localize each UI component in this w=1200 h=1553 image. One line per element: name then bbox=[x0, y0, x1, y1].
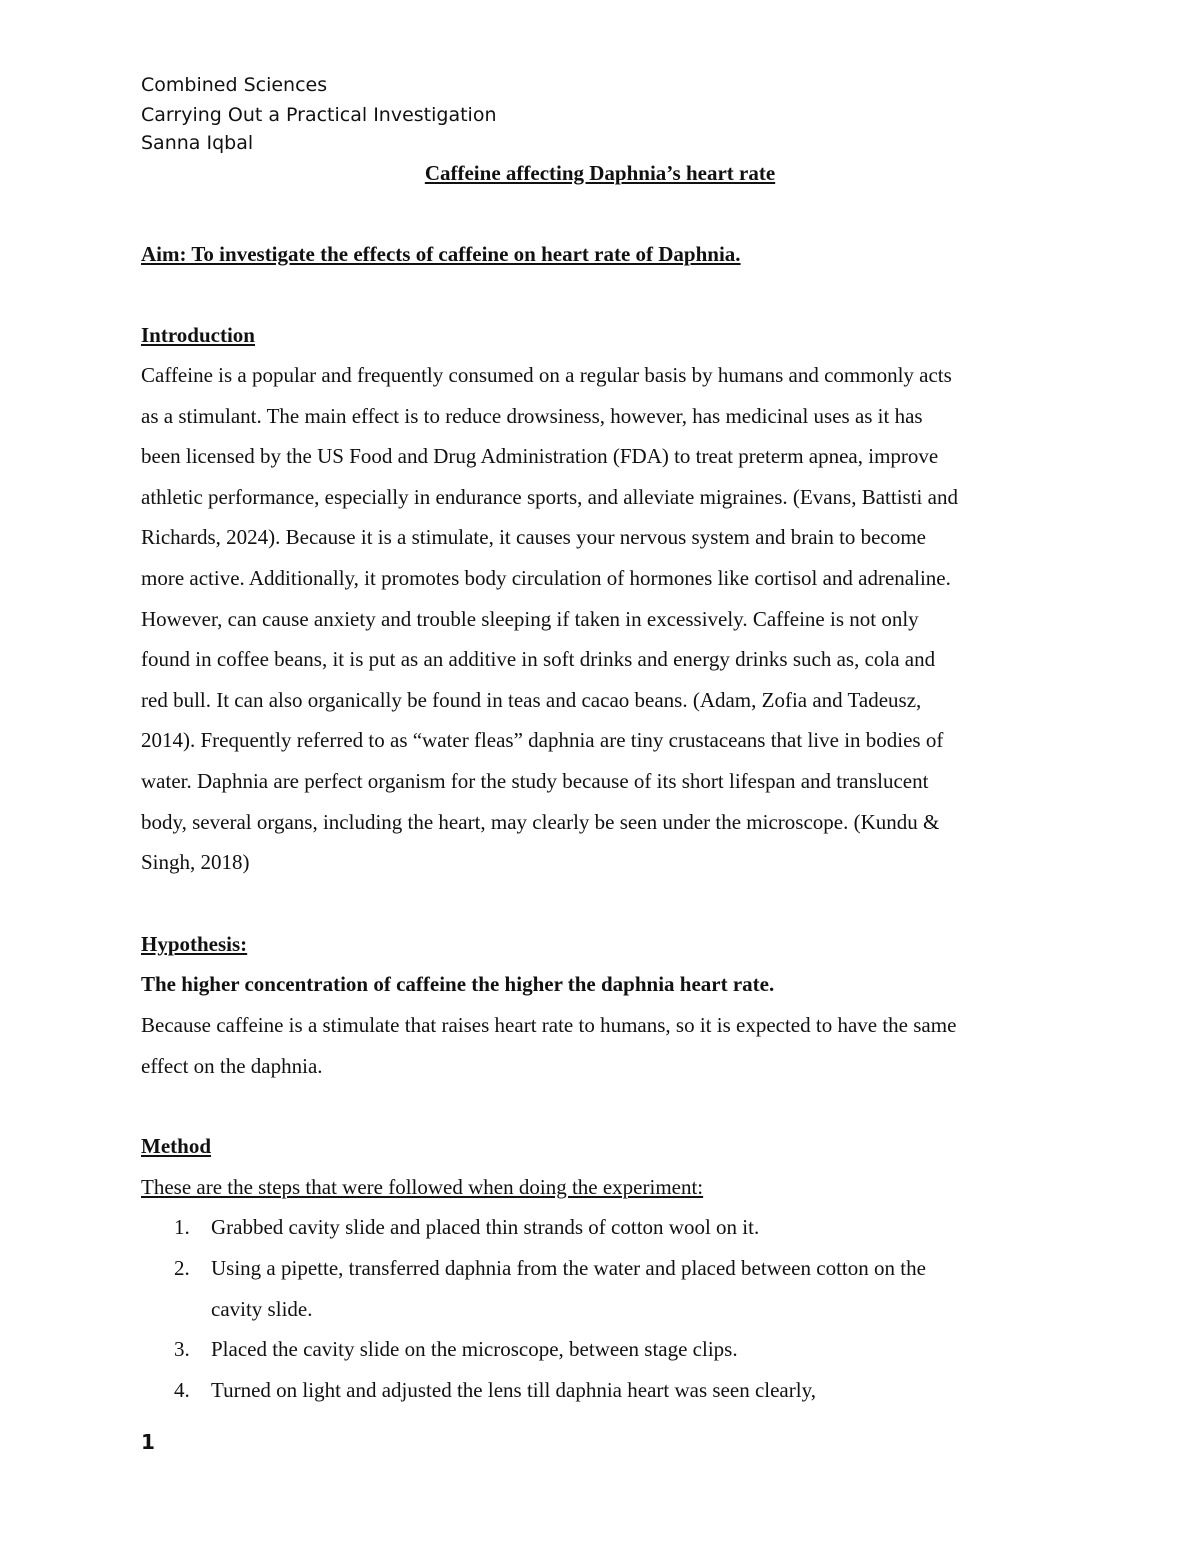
introduction-line: been licensed by the US Food and Drug Administration (FDA) to treat preterm apnea, improve bbox=[141, 444, 939, 469]
introduction-line: body, several organs, including the heart, may clearly be seen under the microscope. (Kundu & bbox=[141, 809, 940, 834]
course-name: Combined Sciences bbox=[141, 74, 328, 96]
step-text: Using a pipette, transferred daphnia from the water and placed between cotton on the bbox=[211, 1256, 926, 1280]
introduction-paragraph bbox=[141, 362, 1071, 890]
introduction-line: Singh, 2018) bbox=[141, 850, 250, 875]
introduction-line: However, can cause anxiety and trouble sleeping if taken in excessively. Caffeine is not only bbox=[141, 606, 919, 631]
step-number: 4. bbox=[174, 1378, 190, 1402]
introduction-line: found in coffee beans, it is put as an additive in soft drinks and energy drinks such as, cola and bbox=[141, 647, 936, 672]
page-number: 1 bbox=[141, 1430, 155, 1454]
introduction-line: Caffeine is a popular and frequently consumed on a regular basis by humans and commonly acts bbox=[141, 363, 952, 387]
assignment-title: Carrying Out a Practical Investigation bbox=[141, 104, 497, 126]
introduction-line: 2014). Frequently referred to as “water fleas” daphnia are tiny crustaceans that live in bodies of bbox=[141, 728, 944, 753]
introduction-line: Richards, 2024). Because it is a stimulate, it causes your nervous system and brain to become bbox=[141, 525, 926, 550]
hypothesis-heading: Hypothesis: bbox=[141, 932, 248, 956]
method-intro: These are the steps that were followed when doing the experiment: bbox=[141, 1175, 704, 1199]
introduction-line: athletic performance, especially in endurance sports, and alleviate migraines. (Evans, Battisti and bbox=[141, 484, 958, 509]
document-title: Caffeine affecting Daphnia’s heart rate bbox=[424, 161, 776, 185]
aim-statement: Aim: To investigate the effects of caffeine on heart rate of Daphnia. bbox=[141, 242, 741, 266]
introduction-line: as a stimulant. The main effect is to reduce drowsiness, however, has medicinal uses as it has bbox=[141, 403, 923, 428]
step-number: 1. bbox=[174, 1215, 190, 1239]
hypothesis-line: Because caffeine is a stimulate that raises heart rate to humans, so it is expected to have the same bbox=[141, 1013, 957, 1037]
hypothesis-paragraph bbox=[141, 1012, 1071, 1093]
step-text-continued: cavity slide. bbox=[211, 1297, 313, 1321]
introduction-line: water. Daphnia are perfect organism for the study because of its short lifespan and translucent bbox=[141, 768, 929, 793]
step-text: Grabbed cavity slide and placed thin strands of cotton wool on it. bbox=[211, 1215, 760, 1239]
introduction-heading: Introduction bbox=[141, 323, 255, 347]
hypothesis-statement: The higher concentration of caffeine the higher the daphnia heart rate. bbox=[141, 972, 775, 996]
step-number: 2. bbox=[174, 1256, 190, 1280]
introduction-line: more active. Additionally, it promotes body circulation of hormones like cortisol and adrenaline. bbox=[141, 565, 951, 590]
step-text: Placed the cavity slide on the microscope, between stage clips. bbox=[211, 1337, 738, 1361]
step-number: 3. bbox=[174, 1337, 190, 1361]
hypothesis-line: effect on the daphnia. bbox=[141, 1053, 323, 1078]
method-heading: Method bbox=[141, 1134, 211, 1158]
author-name: Sanna Iqbal bbox=[141, 132, 254, 154]
step-text: Turned on light and adjusted the lens till daphnia heart was seen clearly, bbox=[211, 1378, 816, 1402]
introduction-line: red bull. It can also organically be found in teas and cacao beans. (Adam, Zofia and Tadeusz, bbox=[141, 687, 922, 712]
